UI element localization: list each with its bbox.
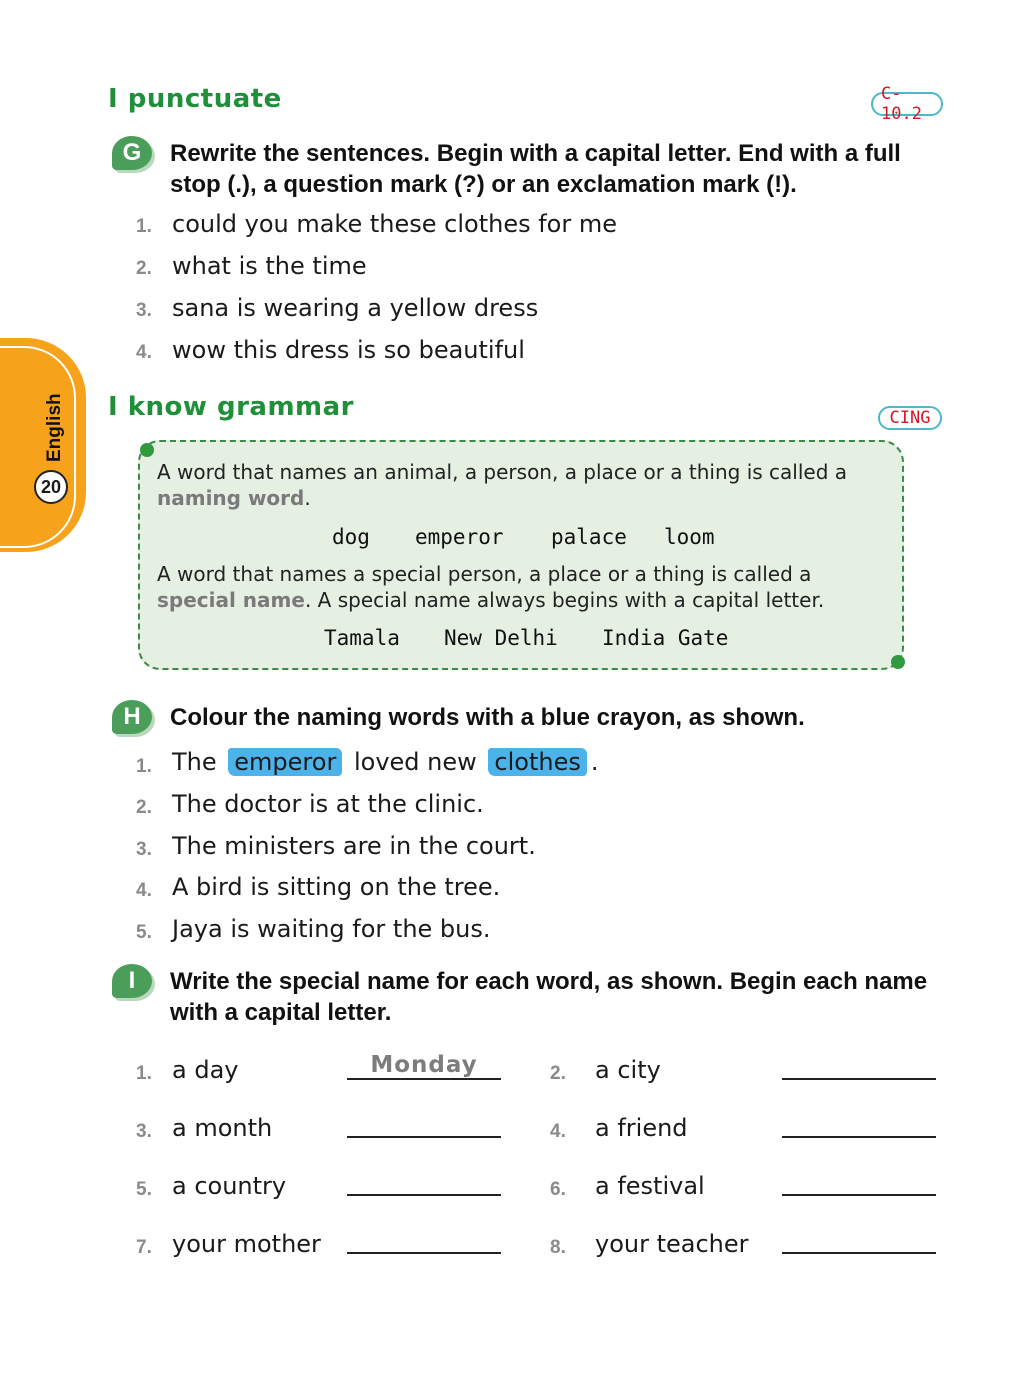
item-number: 5. [136, 922, 152, 943]
term-naming-word: naming word [157, 486, 305, 510]
item-number: 8. [550, 1237, 566, 1258]
activity-badge-i: I [112, 964, 152, 998]
list-item: A bird is sitting on the tree. [172, 873, 501, 901]
example-sentence: The emperor loved new clothes . [172, 748, 599, 776]
example-word: palace [551, 525, 627, 549]
example-word: loom [664, 525, 715, 549]
prompt-word: a month [172, 1114, 273, 1142]
item-number: 1. [136, 1063, 152, 1084]
code-badge: C-10.2 [871, 92, 943, 116]
crayon-highlight: emperor [228, 748, 342, 776]
example-word: India Gate [602, 626, 729, 650]
prompt-word: a friend [595, 1114, 688, 1142]
answer-blank[interactable] [782, 1136, 936, 1138]
example-word: Tamala [324, 626, 400, 650]
prompt-word: a city [595, 1056, 661, 1084]
activity-badge-h: H [112, 700, 152, 734]
answer-example: Monday [370, 1052, 478, 1078]
item-number: 1. [136, 756, 152, 777]
list-item: wow this dress is so beautiful [172, 336, 525, 364]
crayon-highlight: clothes [488, 748, 586, 776]
list-item: could you make these clothes for me [172, 210, 617, 238]
answer-blank[interactable] [347, 1252, 501, 1254]
list-item: The doctor is at the clinic. [172, 790, 484, 818]
item-number: 3. [136, 1121, 152, 1142]
item-number: 4. [550, 1121, 566, 1142]
answer-blank[interactable] [347, 1194, 501, 1196]
code-badge: CING [878, 406, 942, 430]
prompt-word: a day [172, 1056, 239, 1084]
answer-blank[interactable] [347, 1136, 501, 1138]
item-number: 2. [550, 1063, 566, 1084]
item-number: 4. [136, 342, 152, 363]
page-number: 20 [34, 470, 68, 504]
activity-badge-g: G [112, 136, 152, 170]
item-number: 4. [136, 880, 152, 901]
answer-blank[interactable] [347, 1078, 501, 1080]
item-number: 6. [550, 1179, 566, 1200]
list-item: what is the time [172, 252, 367, 280]
answer-blank[interactable] [782, 1078, 936, 1080]
item-number: 2. [136, 258, 152, 279]
item-number: 7. [136, 1237, 152, 1258]
prompt-word: your teacher [595, 1230, 749, 1258]
activity-g-instruction: Rewrite the sentences. Begin with a capital letter. End with a full stop (.), a question mark (?) or an exclamation mark (!). [170, 140, 901, 198]
activity-i-instruction: Write the special name for each word, as shown. Begin each name with a capital letter. [170, 968, 928, 1026]
item-number: 3. [136, 839, 152, 860]
example-word: New Delhi [444, 626, 558, 650]
prompt-word: a country [172, 1172, 287, 1200]
activity-h-instruction: Colour the naming words with a blue crayon, as shown. [170, 704, 805, 731]
example-word: dog [332, 525, 370, 549]
prompt-word: your mother [172, 1230, 321, 1258]
item-number: 5. [136, 1179, 152, 1200]
section-title-punctuate: I punctuate [108, 84, 282, 114]
term-special-name: special name [157, 588, 305, 612]
list-item: Jaya is waiting for the bus. [172, 915, 491, 943]
box-dot [140, 443, 154, 457]
answer-blank[interactable] [782, 1252, 936, 1254]
box-dot [891, 655, 905, 669]
list-item: The ministers are in the court. [172, 832, 536, 860]
section-title-grammar: I know grammar [108, 392, 354, 422]
item-number: 1. [136, 216, 152, 237]
list-item: sana is wearing a yellow dress [172, 294, 539, 322]
answer-blank[interactable] [782, 1194, 936, 1196]
definition-special-name: A word that names a special person, a place or a thing is called a special name. A special name always begins with a capital letter. [157, 562, 825, 612]
item-number: 2. [136, 797, 152, 818]
definition-naming-word: A word that names an animal, a person, a place or a thing is called a naming word. [157, 460, 848, 510]
item-number: 3. [136, 300, 152, 321]
prompt-word: a festival [595, 1172, 705, 1200]
subject-label: English [44, 393, 65, 462]
example-word: emperor [415, 525, 504, 549]
